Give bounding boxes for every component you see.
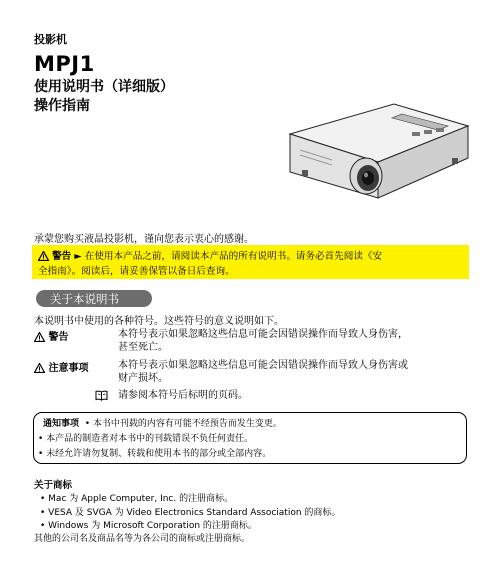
- warning-triangle-icon: [34, 363, 45, 373]
- notice-line: • 本产品的制造者对本书中的刊载错误不负任何责任。: [38, 434, 254, 444]
- symbol-caution: [34, 359, 88, 374]
- model-name: MPJ1: [34, 52, 95, 76]
- symbol-desc: [118, 328, 408, 354]
- warning-text-2: 全指南》。阅读后，请妥善保管以备日后查询。: [38, 266, 235, 277]
- trademark-line: • Windows 为 Microsoft Corporation 的注册商标。: [40, 521, 257, 531]
- trademark-line: • Mac 为 Apple Computer, Inc. 的注册商标。: [40, 494, 234, 504]
- symbol-desc-page-ref: 请参阅本符号后标明的页码。: [118, 390, 248, 401]
- trademark-heading: 关于商标: [34, 480, 73, 491]
- manual-title: 使用说明书（详细版）: [34, 79, 174, 95]
- warning-text-1: ► 在使用本产品之前，请阅读本产品的所有说明书。请务必首先阅读《安: [74, 251, 383, 262]
- thank-you-text: 承蒙您购买液晶投影机，谨向您表示衷心的感谢。: [34, 234, 254, 245]
- symbols-intro: 本说明书中使用的各种符号。这些符号的意义说明如下。: [34, 316, 284, 327]
- trademark-line: • VESA 及 SVGA 为 Video Electronics Standard Association 的商标。: [40, 508, 341, 518]
- symbol-desc-line: 甚至死亡。: [118, 342, 168, 353]
- warning-triangle-icon: [38, 251, 49, 261]
- symbol-warning: [34, 328, 68, 343]
- notice-line: • 未经允许请勿复制、转载和使用本书的部分或全部内容。: [38, 449, 272, 459]
- notice-line: [43, 416, 282, 429]
- trademark-footer: 其他的公司名及商品名等为各公司的商标或注册商标。: [34, 534, 251, 544]
- symbol-label: 警告: [48, 332, 69, 343]
- notice-text: • 本书中刊载的内容有可能不经预告而发生变更。: [84, 419, 282, 429]
- warning-triangle-icon: [34, 332, 45, 342]
- symbol-desc: [118, 359, 408, 385]
- warning-banner: [32, 245, 469, 279]
- symbol-desc-line: 财产损坏。: [118, 373, 168, 384]
- symbol-label: 注意事项: [48, 363, 89, 374]
- section-title: 关于本说明书: [50, 292, 119, 306]
- book-icon: [95, 390, 108, 401]
- symbol-desc-line: 本符号表示如果忽略这些信息可能会因错误操作而导致人身伤害，: [118, 329, 408, 340]
- manual-subtitle: 操作指南: [34, 98, 90, 114]
- projector-illustration: [282, 100, 470, 208]
- section-header: [36, 290, 152, 307]
- symbol-desc-line: 本符号表示如果忽略这些信息可能会因错误操作而导致人身伤害或: [118, 360, 408, 371]
- product-category: 投影机: [34, 33, 67, 46]
- notice-box: [33, 412, 467, 464]
- warning-line-1: [38, 248, 382, 262]
- warning-label: 警告: [52, 251, 72, 262]
- notice-title: 通知事项: [43, 419, 80, 429]
